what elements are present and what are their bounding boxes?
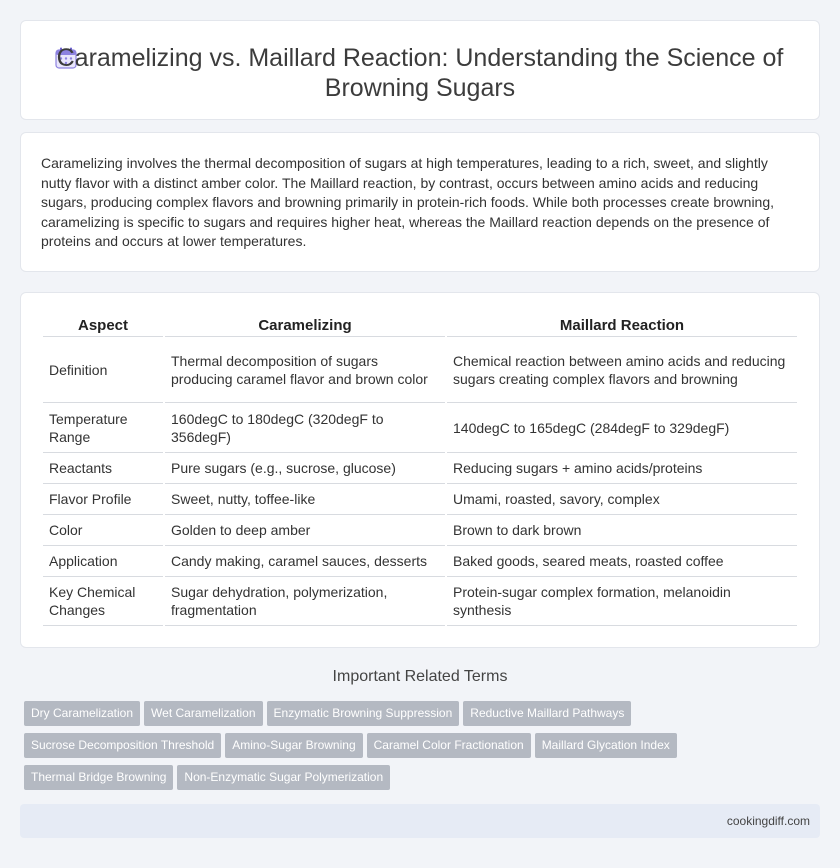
row-caramelizing: Golden to deep amber	[165, 515, 445, 546]
footer	[20, 804, 820, 838]
related-term-tag[interactable]: Sucrose Decomposition Threshold	[24, 733, 221, 758]
row-aspect: Reactants	[43, 453, 163, 484]
row-aspect: Temperature Range	[43, 403, 163, 453]
row-aspect: Application	[43, 546, 163, 577]
row-aspect: Flavor Profile	[43, 484, 163, 515]
row-caramelizing: Sugar dehydration, polymerization, fragmentation	[165, 577, 445, 626]
related-term-tag[interactable]: Amino-Sugar Browning	[225, 733, 362, 758]
row-aspect: Key Chemical Changes	[43, 577, 163, 626]
related-terms-heading: Important Related Terms	[332, 668, 508, 685]
table-header-row	[43, 313, 797, 337]
row-maillard: 140degC to 165degC (284degF to 329degF)	[447, 403, 797, 453]
tag-row	[24, 733, 804, 765]
related-term-tag[interactable]: Thermal Bridge Browning	[24, 765, 173, 790]
row-caramelizing: Sweet, nutty, toffee-like	[165, 484, 445, 515]
related-term-tag[interactable]: Enzymatic Browning Suppression	[267, 701, 460, 726]
related-term-tag[interactable]: Reductive Maillard Pathways	[463, 701, 631, 726]
row-aspect: Definition	[43, 337, 163, 403]
comparison-table-card	[20, 292, 820, 648]
table-row	[43, 515, 797, 546]
header-aspect: Aspect	[43, 313, 163, 337]
header-caramelizing: Caramelizing	[165, 313, 445, 337]
table-row	[43, 577, 797, 626]
table-row	[43, 403, 797, 453]
tag-row	[24, 701, 804, 733]
related-term-tag[interactable]: Wet Caramelization	[144, 701, 262, 726]
intro-card	[20, 132, 820, 272]
header-maillard: Maillard Reaction	[447, 313, 797, 337]
related-term-tag[interactable]: Non-Enzymatic Sugar Polymerization	[177, 765, 390, 790]
footer-site-link[interactable]: cookingdiff.com	[726, 814, 810, 828]
row-caramelizing: Pure sugars (e.g., sucrose, glucose)	[165, 453, 445, 484]
table-row	[43, 484, 797, 515]
page-title: Caramelizing vs. Maillard Reaction: Understanding the Science of Browning Sugars	[56, 44, 784, 102]
row-caramelizing: Thermal decomposition of sugars producing caramel flavor and brown color	[165, 337, 445, 403]
row-maillard: Protein-sugar complex formation, melanoidin synthesis	[447, 577, 797, 626]
related-terms-list	[24, 701, 804, 797]
row-aspect: Color	[43, 515, 163, 546]
tag-row	[24, 765, 804, 797]
table-row	[43, 337, 797, 403]
row-maillard: Chemical reaction between amino acids and reducing sugars creating complex flavors and browning	[447, 337, 797, 403]
intro-paragraph: Caramelizing involves the thermal decomposition of sugars at high temperatures, leading to a rich, sweet, and slightly nutty flavor with a distinct amber color. The Maillard reaction, by contrast, occurs between amino acids and reducing sugars, producing complex flavors and browning primarily in protein-rich foods. While both processes create browning, caramelizing is specific to sugars and requires higher heat, whereas the Maillard reaction depends on the presence of proteins and occurs at lower temperatures.	[41, 155, 775, 250]
table-row	[43, 453, 797, 484]
row-maillard: Reducing sugars + amino acids/proteins	[447, 453, 797, 484]
related-term-tag[interactable]: Maillard Glycation Index	[535, 733, 677, 758]
row-caramelizing: Candy making, caramel sauces, desserts	[165, 546, 445, 577]
comparison-table	[41, 313, 799, 626]
related-term-tag[interactable]: Caramel Color Fractionation	[367, 733, 531, 758]
row-maillard: Umami, roasted, savory, complex	[447, 484, 797, 515]
related-term-tag[interactable]: Dry Caramelization	[24, 701, 140, 726]
row-maillard: Brown to dark brown	[447, 515, 797, 546]
row-caramelizing: 160degC to 180degC (320degF to 356degF)	[165, 403, 445, 453]
header-card	[20, 20, 820, 120]
row-maillard: Baked goods, seared meats, roasted coffee	[447, 546, 797, 577]
table-row	[43, 546, 797, 577]
